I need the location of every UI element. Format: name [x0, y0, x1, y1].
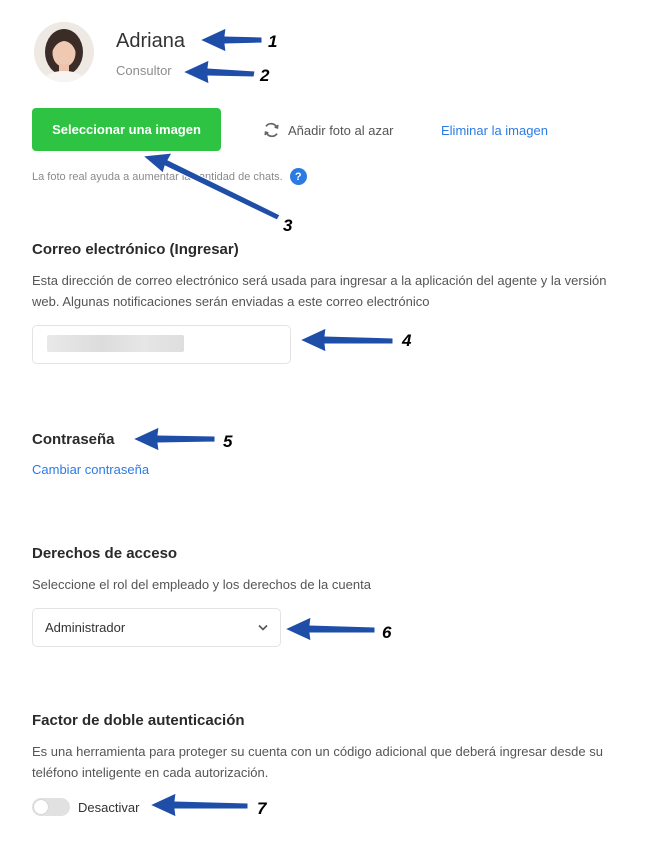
annotation-arrow-4: [300, 328, 393, 352]
annotation-number-6: 6: [382, 623, 392, 642]
role-select-value: Administrador: [45, 620, 126, 635]
access-description: Seleccione el rol del empleado y los derechos de la cuenta: [32, 577, 371, 592]
two-factor-section-title: Factor de doble autenticación: [32, 712, 245, 729]
annotation-number-7: 7: [257, 799, 267, 818]
two-factor-description-line2: teléfono inteligente en cada autorización.: [32, 765, 269, 780]
annotation-arrow-5: [133, 427, 215, 451]
annotation-number-5: 5: [223, 432, 233, 451]
annotation-arrow-6: [285, 617, 375, 641]
annotation-number-2: 2: [260, 66, 270, 85]
annotation-number-1: 1: [268, 32, 278, 51]
annotation-number-4: 4: [402, 331, 412, 350]
profile-role: Consultor: [116, 63, 172, 78]
access-section-title: Derechos de acceso: [32, 545, 178, 562]
two-factor-toggle-label: Desactivar: [78, 800, 140, 815]
annotation-arrow-7: [150, 793, 248, 817]
select-image-button[interactable]: Seleccionar una imagen: [32, 108, 221, 151]
password-section-title: Contraseña: [32, 431, 115, 448]
annotation-arrow-1: [200, 28, 262, 52]
email-section-title: Correo electrónico (Ingresar): [32, 241, 239, 258]
remove-image-link[interactable]: Eliminar la imagen: [441, 123, 548, 138]
email-description-line2: web. Algunas notificaciones serán enviadas a este correo electrónico: [32, 294, 430, 309]
add-random-photo-label: Añadir foto al azar: [288, 122, 394, 138]
change-password-link[interactable]: Cambiar contraseña: [32, 462, 150, 477]
email-description-line1: Esta dirección de correo electrónico será usada para ingresar a la aplicación del agente y la versión: [32, 273, 607, 288]
two-factor-description-line1: Es una herramienta para proteger su cuenta con un código adicional que deberá ingresar desde su: [32, 744, 603, 759]
annotation-number-3: 3: [283, 216, 293, 235]
profile-name: Adriana: [116, 30, 185, 52]
annotation-arrow-2: [183, 60, 255, 84]
annotation-arrow-3: [143, 153, 280, 220]
photo-hint-text: La foto real ayuda a aumentar la cantidad de chats.: [32, 170, 283, 183]
help-icon[interactable]: ?: [290, 168, 307, 185]
